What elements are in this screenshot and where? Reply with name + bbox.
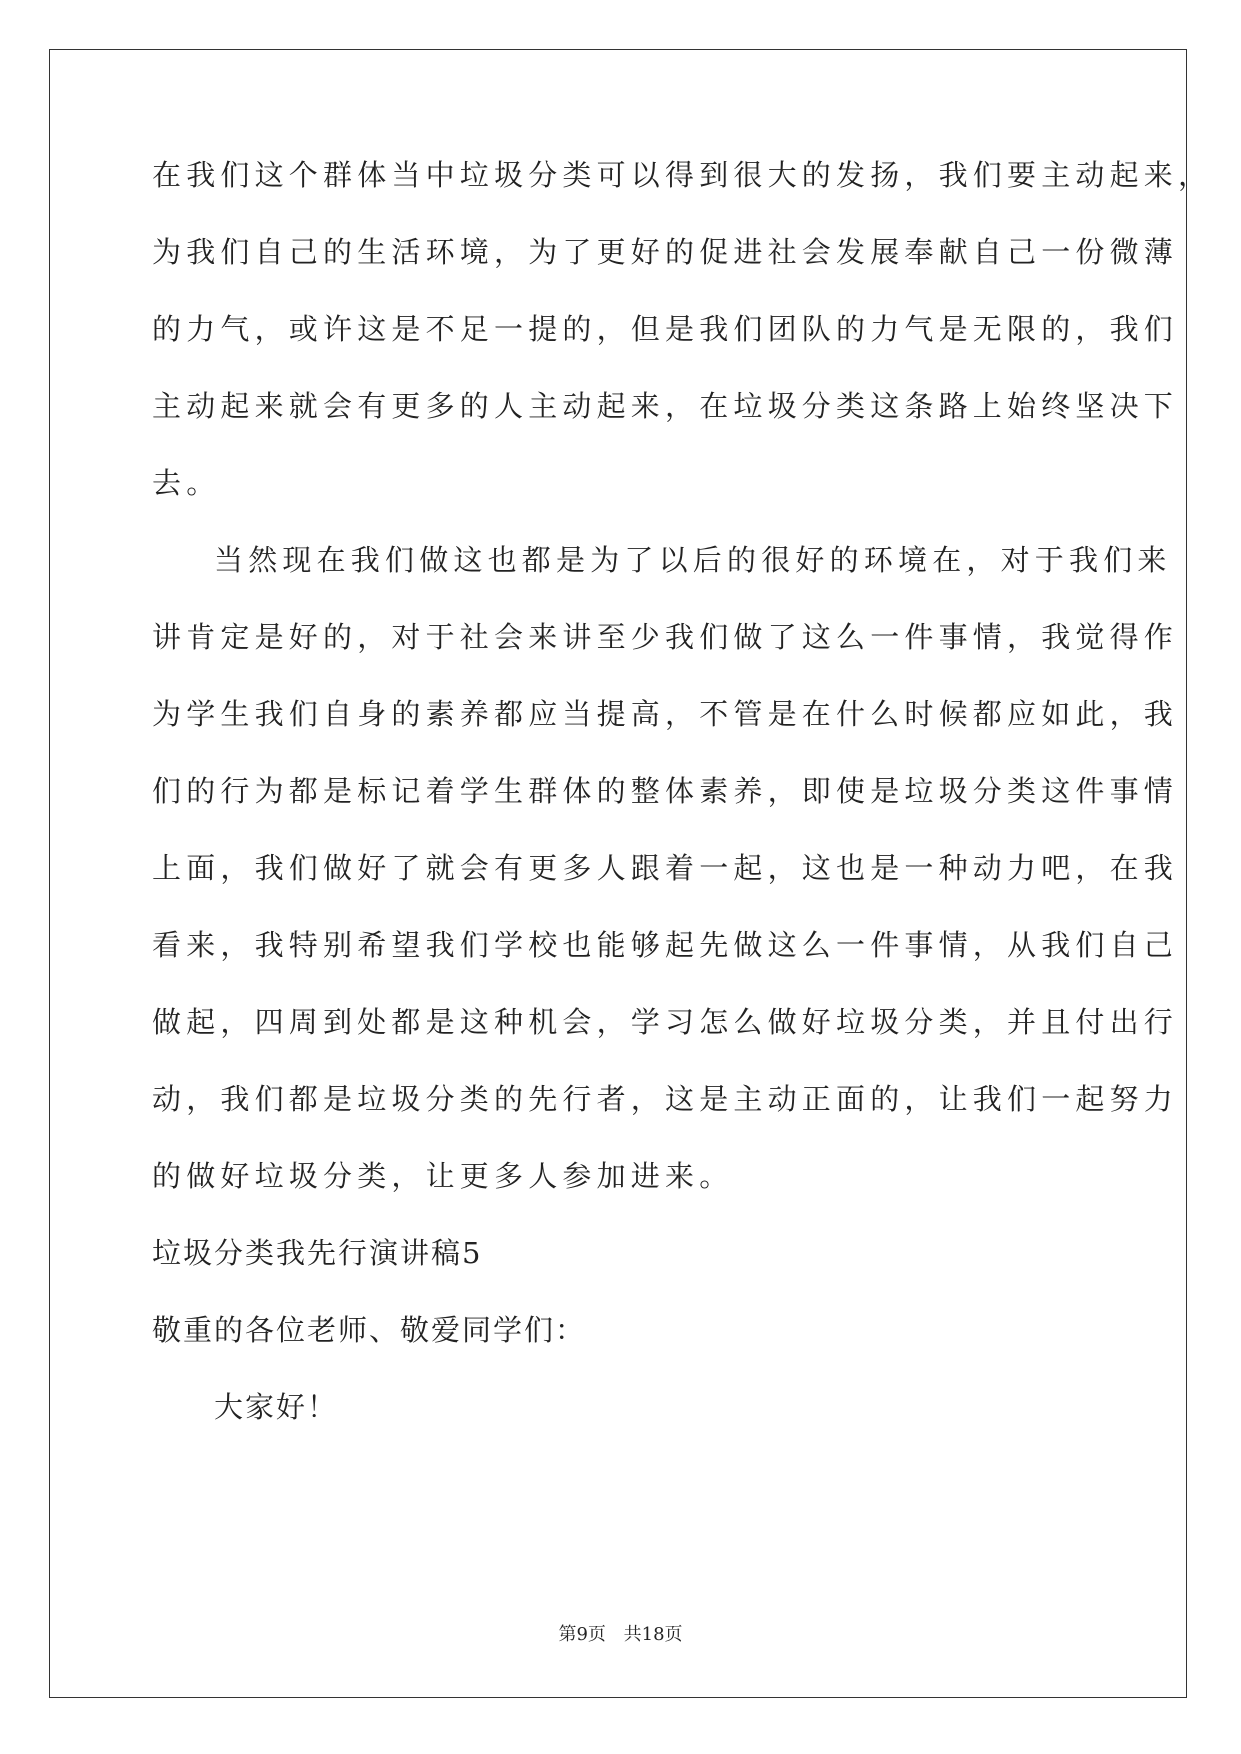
paragraph-line: 讲肯定是好的，对于社会来讲至少我们做了这么一件事情，我觉得作: [152, 620, 1179, 654]
paragraph-line: 为学生我们自身的素养都应当提高，不管是在什么时候都应如此，我: [152, 697, 1179, 731]
paragraph-line: 去。: [152, 466, 221, 500]
salutation: 敬重的各位老师、敬爱同学们：: [152, 1313, 587, 1347]
page-number: 第9页: [558, 1624, 606, 1645]
paragraph-line: 看来，我特别希望我们学校也能够起先做这么一件事情，从我们自己: [152, 928, 1179, 962]
paragraph-line: 主动起来就会有更多的人主动起来，在垃圾分类这条路上始终坚决下: [152, 389, 1179, 423]
paragraph-line: 为我们自己的生活环境，为了更好的促进社会发展奉献自己一份微薄: [152, 235, 1179, 269]
section-heading: 垃圾分类我先行演讲稿5: [152, 1236, 483, 1270]
paragraph-line: 的力气，或许这是不足一提的，但是我们团队的力气是无限的，我们: [152, 312, 1179, 346]
paragraph-line: 动，我们都是垃圾分类的先行者，这是主动正面的，让我们一起努力: [152, 1082, 1179, 1116]
page-total: 共18页: [623, 1624, 683, 1645]
paragraph-line: 们的行为都是标记着学生群体的整体素养，即使是垃圾分类这件事情: [152, 774, 1179, 808]
paragraph-line: 当然现在我们做这也都是为了以后的很好的环境在，对于我们来: [214, 543, 1172, 577]
page-footer: [0, 1620, 1241, 1646]
paragraph-line: 在我们这个群体当中垃圾分类可以得到很大的发扬，我们要主动起来，: [152, 158, 1213, 192]
paragraph-line: 上面，我们做好了就会有更多人跟着一起，这也是一种动力吧，在我: [152, 851, 1179, 885]
paragraph-line: 做起，四周到处都是这种机会，学习怎么做好垃圾分类，并且付出行: [152, 1005, 1179, 1039]
greeting: 大家好！: [214, 1390, 339, 1424]
paragraph-line: 的做好垃圾分类，让更多人参加进来。: [152, 1159, 734, 1193]
